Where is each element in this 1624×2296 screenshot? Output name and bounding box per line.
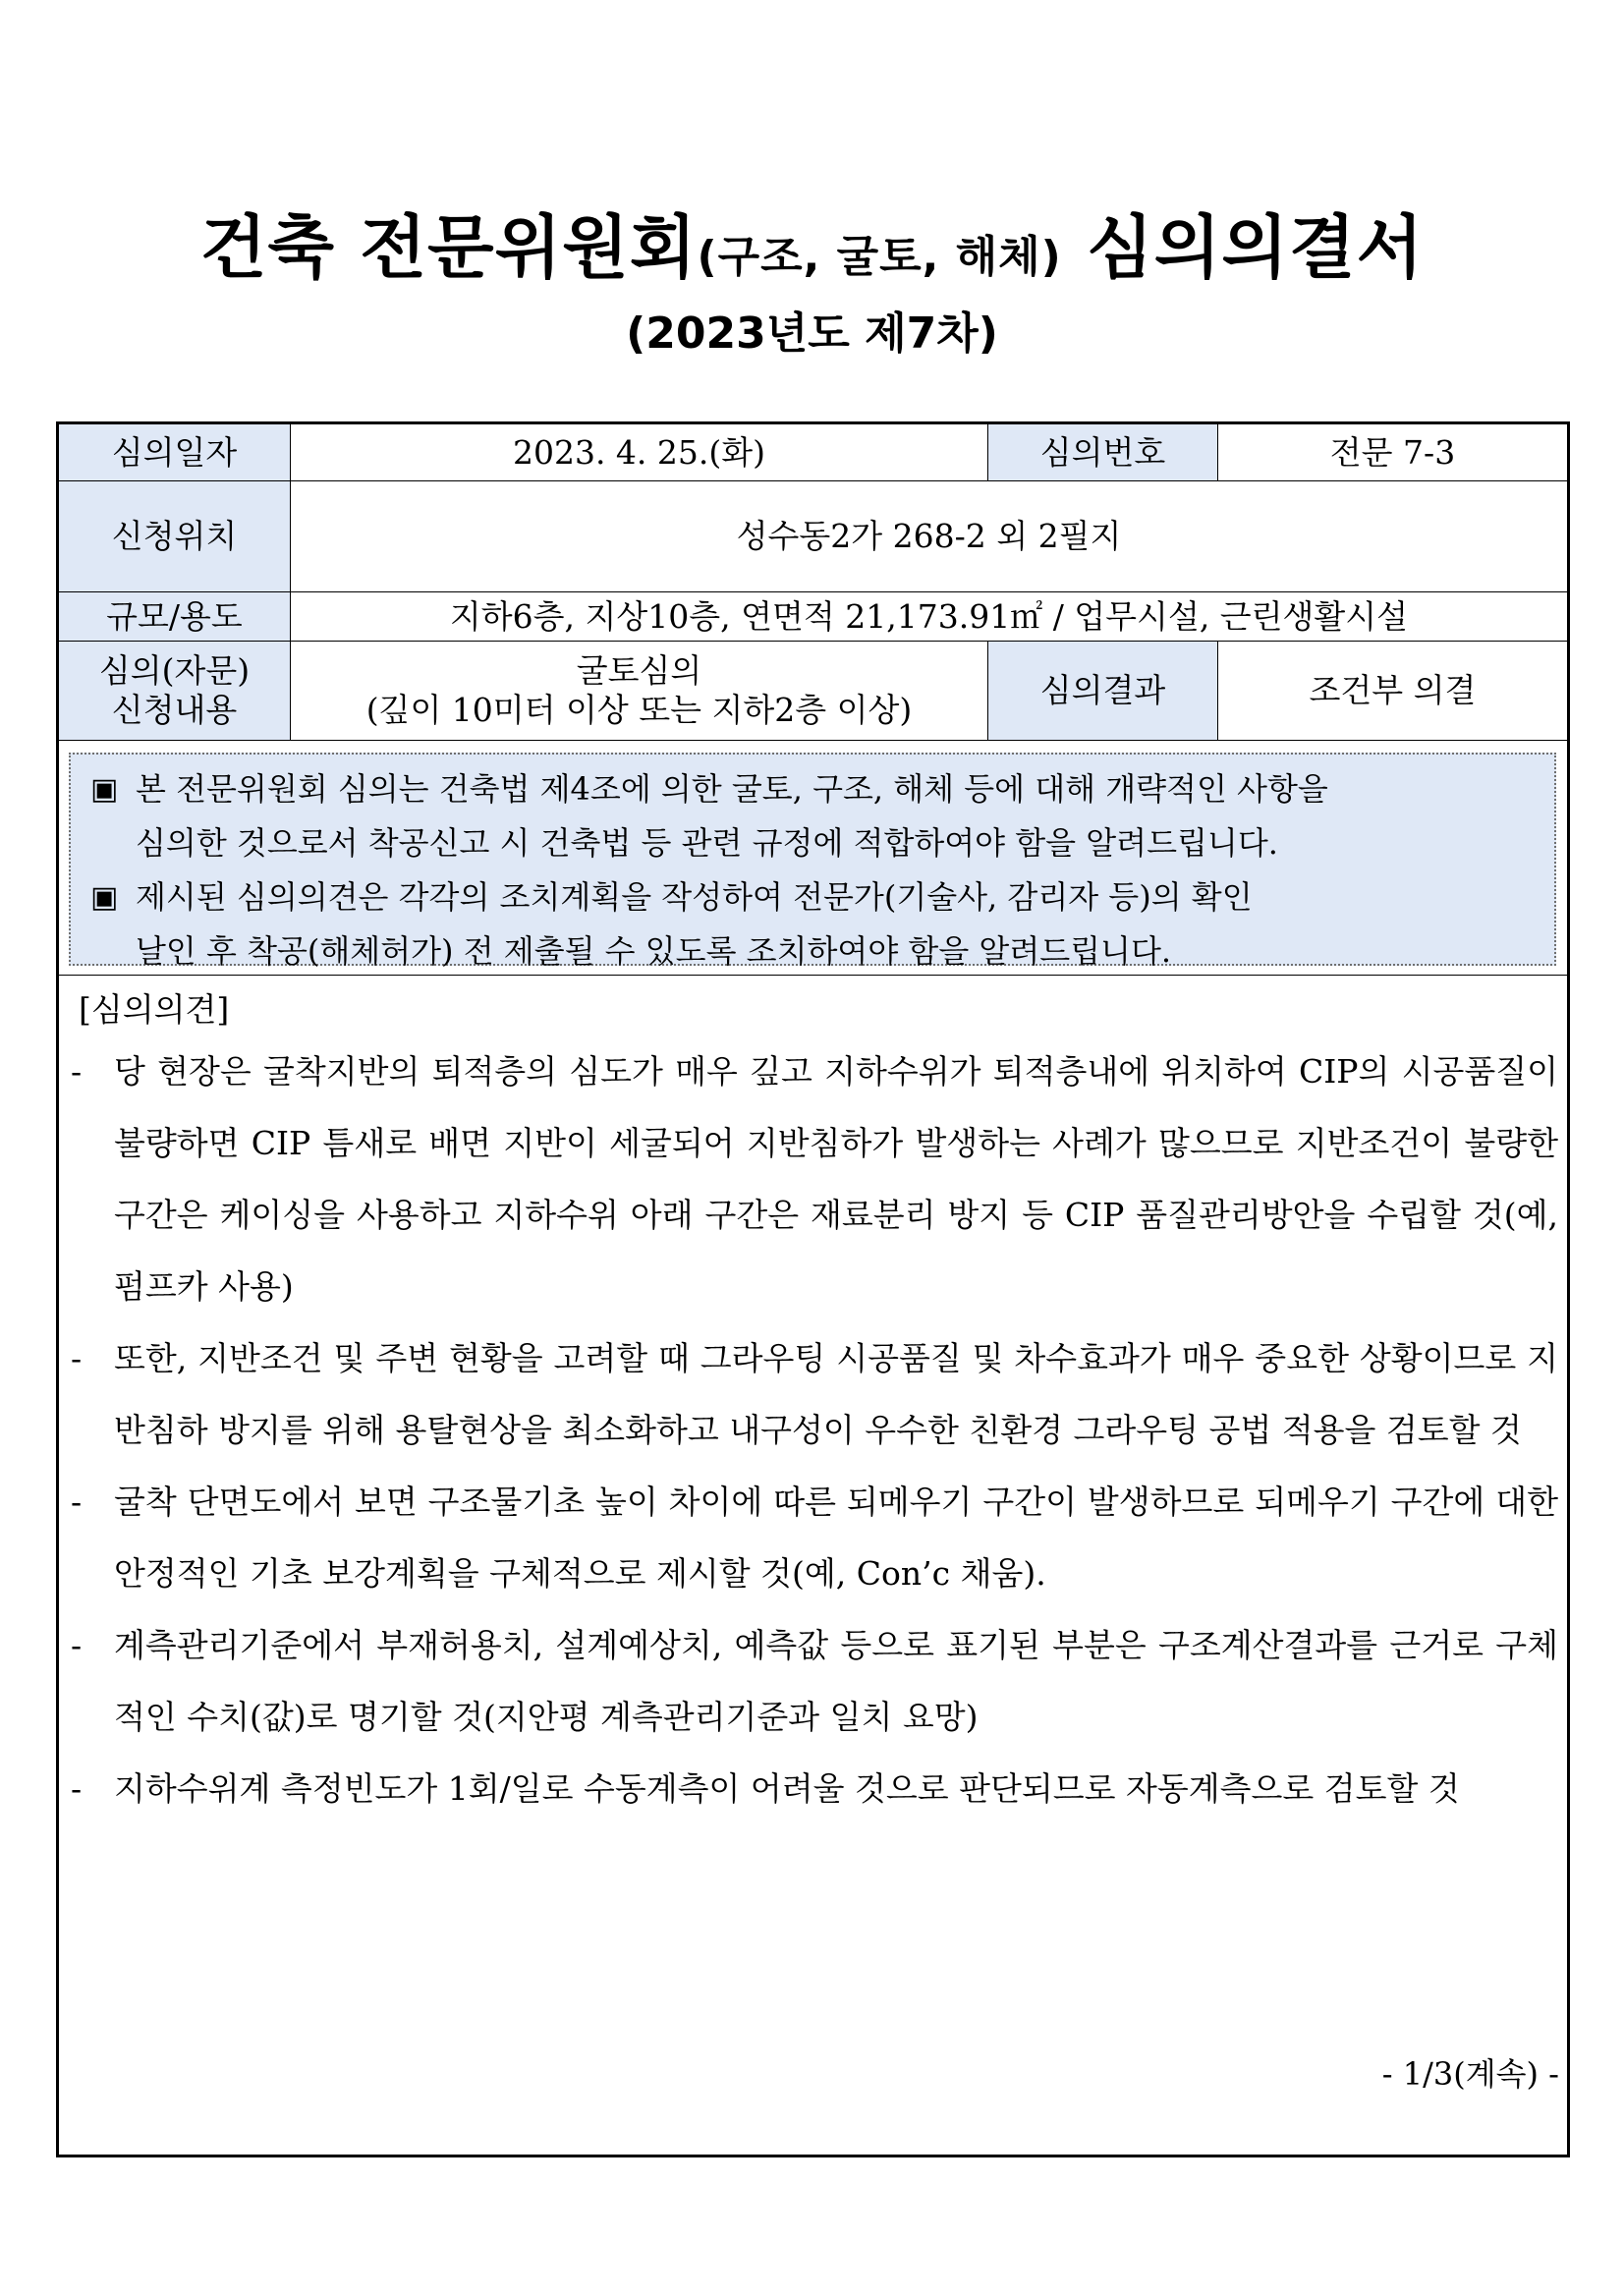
list-item xyxy=(71,1609,1558,1753)
scale-label: 규모/용도 xyxy=(59,592,291,641)
square-bullet-icon: ▣ xyxy=(90,772,119,807)
content-label xyxy=(59,642,291,740)
content-value xyxy=(291,642,987,740)
content-value-line1: 굴토심의 xyxy=(576,651,702,691)
review-date-value: 2023. 4. 25.(화) xyxy=(512,432,766,472)
scale-value: 지하6층, 지상10층, 연면적 21,173.91㎡ / 업무시설, 근린생활시설 xyxy=(449,596,1409,636)
dash-bullet: - xyxy=(71,1483,83,1521)
content-label-line2: 신청내용 xyxy=(111,691,238,729)
row-review-date xyxy=(59,424,1567,481)
dash-bullet: - xyxy=(71,1626,83,1664)
list-item xyxy=(71,1753,1558,1824)
square-bullet-icon: ▣ xyxy=(90,880,119,915)
location-label: 신청위치 xyxy=(59,481,291,591)
location-value: 성수동2가 268-2 외 2필지 xyxy=(736,517,1122,556)
opinion-text: 당 현장은 굴착지반의 퇴적층의 심도가 매우 깊고 지하수위가 퇴적층내에 위치하여 CIP의 시공품질이 불량하면 CIP 틈새로 배면 지반이 세굴되어 지반침하가 발생하는 사례가 많으므로 지반조건이 불량한 구간은 케이싱을 사용하고 지하수위 아래 구간은 재료분리 방지 등 CIP 품질관리방안을 수립할 것(예, 펌프카 사용) xyxy=(114,1052,1558,1306)
result-label: 심의결과 xyxy=(987,642,1218,740)
row-location xyxy=(59,481,1567,592)
row-scale xyxy=(59,592,1567,642)
document-title xyxy=(0,193,1624,292)
opinion-text: 또한, 지반조건 및 주변 현황을 고려할 때 그라우팅 시공품질 및 차수효과가 매우 중요한 상황이므로 지반침하 방지를 위해 용탈현상을 최소화하고 내구성이 우수한 친환경 그라우팅 공법 적용을 검토할 것 xyxy=(114,1339,1558,1449)
review-no-value: 전문 7-3 xyxy=(1329,432,1456,472)
opinions-list xyxy=(71,1036,1558,1824)
review-date-label: 심의일자 xyxy=(59,424,291,480)
list-item xyxy=(71,1036,1558,1322)
opinion-text: 계측관리기준에서 부재허용치, 설계예상치, 예측값 등으로 표기된 부분은 구조계산결과를 근거로 구체적인 수치(값)로 명기할 것(지안평 계측관리기준과 일치 요망) xyxy=(114,1626,1558,1736)
notice-item xyxy=(90,762,1531,816)
notice-text: 날인 후 착공(해체허가) 전 제출될 수 있도록 조치하여야 함을 알려드립니다. xyxy=(136,932,1172,970)
title-main: 건축 전문위원회 xyxy=(199,207,698,288)
section-divider xyxy=(59,975,1567,976)
list-item xyxy=(71,1466,1558,1609)
notice-box xyxy=(69,753,1556,970)
title-suffix: 심의의결서 xyxy=(1061,207,1425,288)
dash-bullet: - xyxy=(71,1339,83,1377)
opinion-text: 지하수위계 측정빈도가 1회/일로 수동계측이 어려울 것으로 판단되므로 자동계측으로 검토할 것 xyxy=(114,1769,1460,1808)
opinion-text: 굴착 단면도에서 보면 구조물기초 높이 차이에 따른 되메우기 구간이 발생하므로 되메우기 구간에 대한 안정적인 기초 보강계획을 구체적으로 제시할 것(예, Con’c 채움). xyxy=(114,1483,1558,1593)
title-paren: (구조, 굴토, 해체) xyxy=(697,232,1062,282)
dash-bullet: - xyxy=(71,1052,83,1091)
list-item xyxy=(71,1322,1558,1466)
opinions-heading: [심의의견] xyxy=(79,990,230,1029)
content-value-line2: (깊이 10미터 이상 또는 지하2층 이상) xyxy=(365,691,913,729)
notice-item xyxy=(90,816,1531,870)
review-no-label: 심의번호 xyxy=(987,424,1218,480)
document-subtitle: (2023년도 제7차) xyxy=(626,308,998,359)
notice-text: 심의한 것으로서 착공신고 시 건축법 등 관련 규정에 적합하여야 함을 알려드립니다. xyxy=(136,824,1278,862)
notice-text: 본 전문위원회 심의는 건축법 제4조에 의한 굴토, 구조, 해체 등에 대해 개략적인 사항을 xyxy=(136,770,1328,808)
result-value: 조건부 의결 xyxy=(1309,671,1477,710)
dash-bullet: - xyxy=(71,1769,83,1808)
page-number: - 1/3(계속) - xyxy=(1381,2055,1559,2093)
notice-item xyxy=(90,870,1531,924)
notice-item xyxy=(90,924,1531,979)
notice-text: 제시된 심의의견은 각각의 조치계획을 작성하여 전문가(기술사, 감리자 등)의 확인 xyxy=(136,878,1253,916)
resolution-frame xyxy=(56,421,1570,2157)
row-content xyxy=(59,642,1567,741)
content-label-line1: 심의(자문) xyxy=(98,651,251,691)
